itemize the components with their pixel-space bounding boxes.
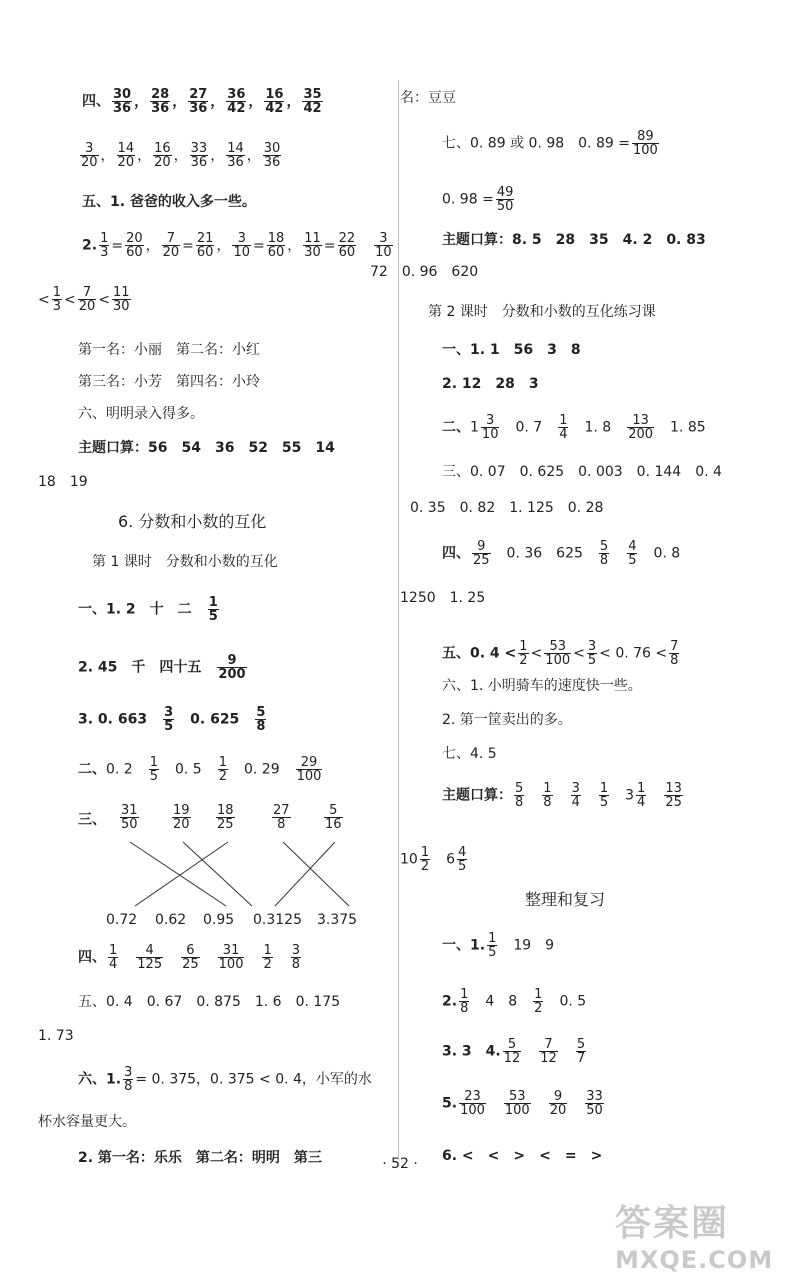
fraction: $\frac{19}{20}$ [173,803,190,832]
fraction: $\frac{27}{36}$ [189,87,208,116]
match-line [183,842,252,906]
fraction: $\frac{30}{36}$ [263,141,281,170]
lesson1-q5-cont: 1. 73 [38,1028,74,1044]
fraction: $\frac{1}{4}$ [109,943,118,972]
lesson1-q1-1: 一、1. 2 十 二 $\frac{1}{5}$ [78,595,218,624]
section-4-line1: 四、 $\frac{30}{36}$ ， $\frac{28}{36}$ ， $\frac{27}{36}$ ， $\frac{36}{42}$ ， $\frac{16}{42}$ ， $\frac{35}{42}$ [82,88,325,115]
fraction: $\frac{53}{100}$ [504,1089,530,1118]
fraction: $\frac{6}{25}$ [182,943,199,972]
fraction: $\frac{31}{100}$ [218,943,244,972]
match-decimal: 3.375 [317,912,358,928]
fraction: $\frac{1}{2}$ [420,845,430,874]
fraction: $\frac{5}{8}$ [515,781,524,810]
fraction: $\frac{4}{5}$ [458,845,467,874]
fraction: $\frac{1}{2}$ [218,755,227,784]
lesson-1-title: 第 1 课时 分数和小数的互化 [92,554,278,570]
fraction: $\frac{7}{12}$ [540,1037,557,1066]
lesson2-q3-cont: 0. 35 0. 82 1. 125 0. 28 [410,500,604,516]
fraction: $\frac{1}{5}$ [208,595,218,624]
review-q1-6: 6. < < > < = > [442,1148,603,1164]
fraction: $\frac{3}{10}$ [233,231,250,260]
fraction: $\frac{5}{7}$ [576,1037,586,1066]
fraction: $\frac{16}{20}$ [154,141,171,170]
fraction: $\frac{28}{36}$ [151,87,170,116]
fraction: $\frac{49}{50}$ [496,185,514,214]
fraction: $\frac{30}{36}$ [113,87,132,116]
fraction: $\frac{1}{5}$ [599,781,609,810]
watermark-logo: 答案圈 MXQE.COM [615,1203,774,1274]
fraction: $\frac{31}{50}$ [121,803,138,832]
fraction-list: $\frac{3}{20}$ ， $\frac{14}{20}$ ， $\frac{16}{20}$ ， $\frac{33}{36}$ ， $\frac{14}{36}$ ， $\frac{30}{36}$ [81,141,281,170]
fraction: $\frac{33}{50}$ [586,1089,603,1118]
mental-math-3-cont: 10 $\frac{1}{2}$ 6 $\frac{4}{5}$ [400,845,467,874]
fraction: $\frac{14}{36}$ [227,141,244,170]
lesson1-q6-1: 六、1. $\frac{3}{8}$ = 0. 375，0. 375 < 0. 4，小军的水 [78,1065,372,1094]
review-q1-3: 3. 3 4. $\frac{5}{12}$ $\frac{7}{12}$ $\frac{5}{7}$ [442,1037,586,1066]
fraction: $\frac{23}{100}$ [460,1089,485,1118]
mental-math-3: 主题口算： $\frac{5}{8}$ $\frac{1}{8}$ $\frac{3}{4}$ $\frac{1}{5}$ 3 $\frac{1}{4}$ $\frac{13}{25}$ [442,781,682,810]
fraction: $\frac{1}{3}$ [100,231,109,260]
fraction: $\frac{13}{25}$ [665,781,682,810]
section-7: 七、0. 89 或 0. 98 0. 89 = $\frac{89}{100}$ [442,129,658,158]
lesson2-q6-2: 2. 第一筐卖出的多。 [442,712,572,728]
fraction-order: < $\frac{1}{3}$ < $\frac{7}{20}$ < $\frac{11}{30}$ [38,285,130,314]
lesson-2-title: 第 2 课时 分数和小数的互化练习课 [428,304,656,320]
fraction: $\frac{53}{100}$ [545,639,571,668]
lesson2-q4: 四、 $\frac{9}{25}$ 0. 36 625 $\frac{5}{8}$ $\frac{4}{5}$ 0. 8 [442,539,681,568]
fraction: $\frac{3}{5}$ [164,705,174,734]
match-line [275,842,335,906]
mental-math-1: 主题口算：56 54 36 52 55 14 [78,440,335,456]
section-7-cont: 0. 98 = $\frac{49}{50}$ [442,185,514,214]
fraction: $\frac{29}{100}$ [296,755,322,784]
fraction: $\frac{3}{8}$ [124,1065,133,1094]
fraction: $\frac{14}{20}$ [117,141,135,170]
lesson2-q6-1: 六、1. 小明骑车的速度快一些。 [442,678,642,694]
chapter-title: 6. 分数和小数的互化 [118,512,267,531]
lesson2-q1-1: 一、1. 1 56 3 8 [442,342,581,358]
match-line [135,842,228,906]
fraction: $\frac{7}{20}$ [78,285,96,314]
lesson1-q3-label: 三、 [78,812,106,828]
fraction: $\frac{5}{16}$ [325,803,342,832]
fraction: $\frac{1}{2}$ [534,987,543,1016]
match-decimal: 0.3125 [253,912,302,928]
right-column [370,0,800,1286]
fraction: $\frac{18}{60}$ [267,231,285,260]
lesson1-q5: 五、0. 4 0. 67 0. 875 1. 6 0. 175 [78,994,341,1010]
match-decimal: 0.95 [203,912,235,928]
mental-math-2-cont: 72 0. 96 620 [370,264,479,280]
fraction: $\frac{11}{30}$ [304,231,321,260]
fraction: $\frac{7}{8}$ [670,639,679,668]
fraction: $\frac{22}{60}$ [338,231,356,260]
fraction: $\frac{35}{42}$ [303,87,322,116]
fraction: $\frac{18}{25}$ [217,803,234,832]
fraction: $\frac{13}{200}$ [628,413,654,442]
match-decimal: 0.62 [155,912,187,928]
lesson2-q4-cont: 1250 1. 25 [400,590,486,606]
page-number: · 52 · [382,1156,418,1172]
section-6: 六、明明录入得多。 [78,406,204,422]
lesson2-q1-2: 2. 12 28 3 [442,376,539,392]
fraction: $\frac{3}{20}$ [81,141,98,170]
fraction: $\frac{1}{4}$ [559,413,568,442]
lesson2-q3: 三、0. 07 0. 625 0. 003 0. 144 0. 4 [442,464,722,480]
fraction: $\frac{3}{10}$ [481,413,499,442]
fraction: $\frac{5}{8}$ [599,539,609,568]
fraction: $\frac{9}{200}$ [218,653,246,682]
lesson2-q5: 五、0. 4 < $\frac{1}{2}$ < $\frac{53}{100}$ < $\frac{3}{5}$ < 0. 76 < $\frac{7}{8}$ [442,639,679,668]
equation-list: $\frac{1}{3}$ = $\frac{20}{60}$ ， $\frac{7}{20}$ = $\frac{21}{60}$ ， $\frac{3}{10}$ = $\frac{18}{60}$ ， $\frac{11}{30}$ = $\frac{22}{60}$ $\frac{3}{10}$ [100,231,392,260]
lesson2-q2: 二、1 $\frac{3}{10}$ 0. 7 $\frac{1}{4}$ 1. 8 $\frac{13}{200}$ 1. 85 [442,413,706,442]
fraction: $\frac{4}{5}$ [628,539,637,568]
lesson1-q2: 二、0. 2 $\frac{1}{5}$ 0. 5 $\frac{1}{2}$ 0. 29 $\frac{29}{100}$ [78,755,322,784]
mental-math-2: 主题口算：8. 5 28 35 4. 2 0. 83 [442,232,706,248]
fraction: $\frac{1}{8}$ [543,781,552,810]
lesson1-q1-2: 2. 45 千 四十五 $\frac{9}{200}$ [78,653,246,682]
fraction: $\frac{9}{20}$ [549,1089,567,1118]
fraction: $\frac{3}{5}$ [587,639,597,668]
section-5-q2: 2. $\frac{1}{3}$ = $\frac{20}{60}$ ， $\frac{7}{20}$ = $\frac{21}{60}$ ， $\frac{3}{10}$ = $\frac{18}{60}$ ， $\frac{11}{30}$ = $\frac{22}{60}$ $\frac{3}{10}$ [82,232,395,259]
fraction: $\frac{11}{30}$ [113,285,130,314]
fraction: $\frac{21}{60}$ [196,231,214,260]
ranking-line1: 第一名：小丽 第二名：小红 [78,342,260,358]
match-decimal: 0.72 [106,912,138,928]
lesson1-q1-3: 3. 0. 663 $\frac{3}{5}$ 0. 625 $\frac{5}{8}$ [78,705,266,734]
fraction: $\frac{5}{12}$ [503,1037,521,1066]
fraction: $\frac{1}{3}$ [52,285,62,314]
fraction: $\frac{1}{8}$ [460,987,469,1016]
fraction: $\frac{1}{2}$ [519,639,528,668]
fraction-list: $\frac{30}{36}$ ， $\frac{28}{36}$ ， $\frac{27}{36}$ ， $\frac{36}{42}$ ， $\frac{16}{42}$ ， $\frac{35}{42}$ [113,87,322,116]
fraction: $\frac{1}{5}$ [488,931,497,960]
fraction: $\frac{27}{8}$ [273,803,290,832]
fraction: $\frac{7}{20}$ [162,231,180,260]
continued-ranking: 名：豆豆 [400,90,456,106]
lesson1-q4: 四、 $\frac{1}{4}$ $\frac{4}{125}$ $\frac{6}{25}$ $\frac{31}{100}$ $\frac{1}{2}$ $\frac{3}{8}$ [78,943,301,972]
fraction: $\frac{89}{100}$ [632,129,658,158]
review-q1-1: 一、1. $\frac{1}{5}$ 19 9 [442,931,555,960]
lesson1-q6-1-cont: 杯水容量更大。 [38,1114,136,1130]
review-title: 整理和复习 [525,890,606,909]
ranking-line2: 第三名：小芳 第四名：小玲 [78,374,260,390]
fraction: $\frac{16}{42}$ [265,87,284,116]
match-line [130,842,226,906]
mental-math-1-cont: 18 19 [38,474,88,490]
fraction: $\frac{36}{42}$ [227,87,246,116]
fraction: $\frac{3}{10}$ [375,231,392,260]
lesson1-q6-2: 2. 第一名：乐乐 第二名：明明 第三 [78,1150,322,1166]
fraction: $\frac{4}{125}$ [137,943,163,972]
fraction: $\frac{1}{4}$ [637,781,646,810]
fraction: $\frac{20}{60}$ [126,231,143,260]
fraction: $\frac{1}{2}$ [263,943,272,972]
fraction: $\frac{3}{8}$ [291,943,301,972]
fraction: $\frac{9}{25}$ [473,539,490,568]
match-line [283,842,349,906]
fraction: $\frac{3}{4}$ [571,781,580,810]
review-q1-5: 5. $\frac{23}{100}$ $\frac{53}{100}$ $\frac{9}{20}$ $\frac{33}{50}$ [442,1089,603,1118]
lesson2-q7: 七、4. 5 [442,746,497,762]
fraction: $\frac{33}{36}$ [190,141,208,170]
review-q1-2: 2. $\frac{1}{8}$ 4 8 $\frac{1}{2}$ 0. 5 [442,987,587,1016]
fraction: $\frac{5}{8}$ [256,705,266,734]
section-5-q1: 五、1. 爸爸的收入多一些。 [82,194,256,210]
fraction: $\frac{1}{5}$ [149,755,158,784]
